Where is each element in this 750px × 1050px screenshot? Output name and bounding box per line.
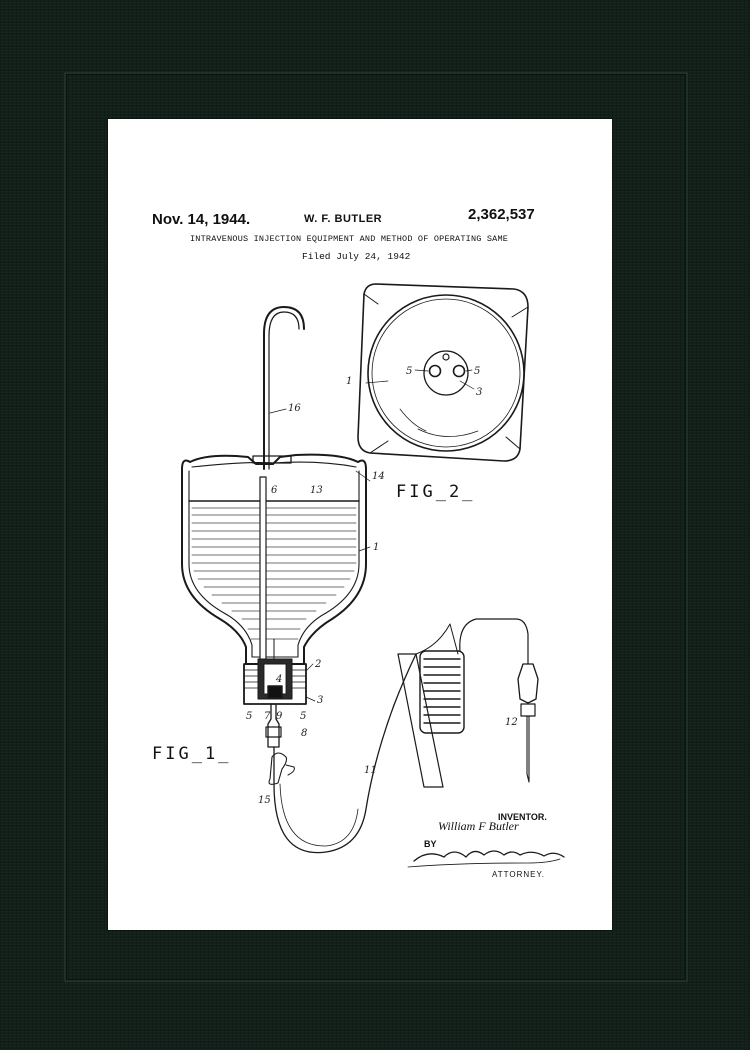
attorney-label: ATTORNEY.	[492, 870, 546, 879]
ref-3: 3	[317, 695, 324, 706]
inventor-header: W. F. BUTLER	[304, 213, 383, 225]
inventor-signature: William F Butler	[438, 819, 519, 833]
patent-drawing	[108, 119, 612, 930]
fig2-ref-5-right: 5	[474, 366, 481, 377]
ref-1: 1	[373, 542, 380, 553]
fig2-ref-3: 3	[476, 387, 483, 398]
patent-title: INTRAVENOUS INJECTION EQUIPMENT AND METHOD OF OPERATING SAME	[190, 234, 509, 244]
cap-port-left	[430, 366, 441, 377]
ref-2: 2	[315, 659, 322, 670]
ref-14: 14	[372, 471, 385, 482]
ref-15: 15	[258, 795, 271, 806]
hanger-hook	[264, 307, 304, 469]
patent-number: 2,362,537	[468, 206, 535, 223]
cap-square	[358, 284, 528, 461]
fig2-ref-1: 1	[346, 376, 353, 387]
ref-5-right: 5	[300, 711, 307, 722]
fig1-label: FIG_1_	[152, 744, 232, 764]
tubing-coil	[420, 619, 528, 733]
ref-13: 13	[310, 485, 323, 496]
tubing	[274, 654, 416, 853]
ref-11: 11	[364, 765, 377, 776]
ref-8: 8	[301, 728, 308, 739]
fig2-drawing	[358, 284, 528, 461]
ref-4: 4	[276, 674, 283, 685]
needle-hub	[518, 664, 538, 703]
ref-16: 16	[288, 403, 301, 414]
ref-5-left: 5	[246, 711, 253, 722]
cap-port-right	[454, 366, 465, 377]
fig2-label: FIG_2_	[396, 482, 476, 502]
patent-date: Nov. 14, 1944.	[152, 211, 251, 228]
tube-clamp	[269, 753, 287, 784]
ref-9: 9	[276, 711, 283, 722]
needle	[527, 716, 529, 782]
vent-tube	[260, 477, 266, 677]
inventor-label: INVENTOR.	[498, 812, 547, 822]
attorney-signature	[414, 851, 564, 861]
cap-circle	[368, 295, 524, 451]
fig2-ref-5-left: 5	[406, 366, 413, 377]
patent-sheet	[108, 119, 612, 930]
ref-6: 6	[271, 485, 278, 496]
ref-7: 7	[264, 711, 271, 722]
filing-date: Filed July 24, 1942	[302, 251, 411, 262]
ref-12: 12	[505, 717, 518, 728]
by-label: BY	[424, 839, 437, 849]
